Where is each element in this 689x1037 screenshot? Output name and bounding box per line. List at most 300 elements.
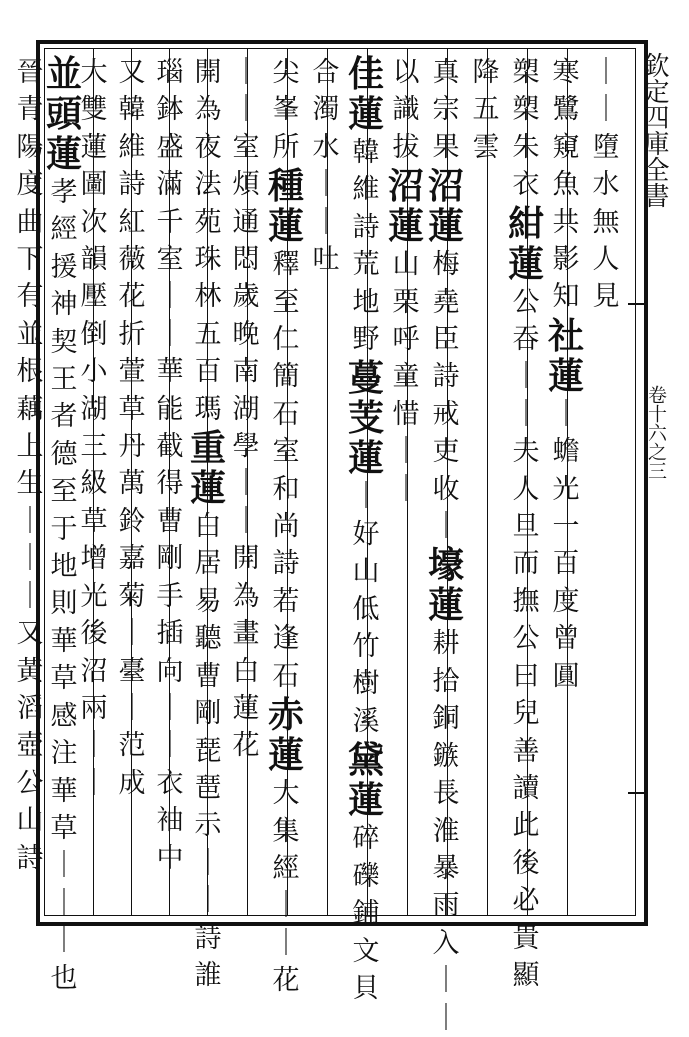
text-char: 林 <box>194 281 222 313</box>
text-char: 濁 <box>312 94 340 126</box>
text-char: 兩 <box>80 692 108 724</box>
text-char: 戒 <box>432 398 460 430</box>
text-char: 文 <box>352 935 380 967</box>
text-char: 以 <box>392 57 420 88</box>
text-char: 華 <box>156 356 184 388</box>
text-char: 朱 <box>512 131 540 163</box>
text-char: 溪 <box>352 705 380 737</box>
text-char: 呼 <box>392 324 420 356</box>
entry-heading-char: 社 <box>547 314 584 357</box>
text-char: 識 <box>392 94 420 126</box>
text-char: 滿 <box>156 169 184 201</box>
text-char: 好 <box>352 518 380 550</box>
text-char: 嘉 <box>118 543 146 575</box>
text-char: 槊 <box>512 94 540 126</box>
entry-heading-char: 並 <box>45 53 82 95</box>
text-char: 詩 <box>352 211 380 243</box>
text-char: 長 <box>432 778 460 810</box>
text-char: 苑 <box>194 206 222 238</box>
text-char: ｜ <box>512 361 540 393</box>
text-char: 曾 <box>552 623 580 655</box>
text-char: 貴 <box>512 922 540 954</box>
text-char: 手 <box>156 580 184 612</box>
text-char: 援 <box>50 251 78 283</box>
text-char: 又 <box>118 57 146 88</box>
text-char: 盛 <box>156 131 184 163</box>
text-char: 五 <box>194 318 222 350</box>
text-char: 知 <box>552 281 580 313</box>
text-column <box>426 54 466 1034</box>
text-char: 學 <box>232 431 260 463</box>
text-char: 度 <box>16 169 44 201</box>
entry-heading-char: 蓮 <box>189 467 226 510</box>
text-char: 為 <box>232 580 260 612</box>
text-char: 有 <box>16 281 44 313</box>
text-column <box>226 54 266 765</box>
text-char: 韓 <box>352 137 380 168</box>
text-char: 雙 <box>80 94 108 126</box>
text-char: 雨 <box>432 890 460 922</box>
entry-heading-char: 重 <box>189 427 226 470</box>
text-char: 吞 <box>512 324 540 356</box>
text-char: 圖 <box>80 169 108 201</box>
text-char: 釋 <box>272 249 300 281</box>
text-char: 顯 <box>512 959 540 991</box>
entry-heading-char: 蓮 <box>547 354 584 397</box>
text-char: ｜ <box>50 925 78 957</box>
text-char: ｜ <box>552 398 580 430</box>
text-char: 而 <box>512 548 540 580</box>
text-char: 拔 <box>392 131 420 163</box>
text-char: 合 <box>312 57 340 88</box>
text-char: 善 <box>512 735 540 767</box>
text-char: 臣 <box>432 324 460 356</box>
text-char: 下 <box>16 244 44 276</box>
text-char: 菊 <box>118 580 146 612</box>
text-char: 南 <box>232 356 260 388</box>
text-column <box>44 53 84 994</box>
text-char: 詩 <box>194 922 222 954</box>
text-char: ｜ <box>512 398 540 430</box>
text-char: 拾 <box>432 665 460 697</box>
text-char: 琶 <box>194 772 222 804</box>
text-char: 鏃 <box>432 740 460 772</box>
juan-label: 卷十六之三 <box>645 385 667 480</box>
text-char: 石 <box>272 660 300 692</box>
text-char: 山 <box>392 249 420 281</box>
text-char: 花 <box>272 965 300 997</box>
text-char: ｜ <box>50 887 78 919</box>
text-char: 水 <box>592 169 620 201</box>
text-char: 折 <box>118 318 146 350</box>
text-char: 花 <box>118 281 146 313</box>
text-char: 維 <box>118 131 146 163</box>
text-char: 山 <box>16 805 44 837</box>
text-char: 此 <box>512 810 540 842</box>
entry-heading-char: 蓮 <box>507 242 544 285</box>
text-char: 樹 <box>352 668 380 700</box>
text-char: 瑪 <box>194 393 222 425</box>
text-char: 青 <box>16 94 44 126</box>
text-char: 室 <box>272 436 300 468</box>
text-char: ｜ <box>50 850 78 882</box>
text-char: 歲 <box>232 281 260 313</box>
text-char: 窺 <box>552 131 580 163</box>
text-char: 入 <box>432 927 460 959</box>
text-char: 吏 <box>432 436 460 468</box>
text-char: 雲 <box>472 131 500 163</box>
text-char: ｜ <box>232 94 260 126</box>
text-char: 仁 <box>272 324 300 356</box>
text-char: 梅 <box>432 249 460 281</box>
text-char: 無 <box>592 206 620 238</box>
text-char: 鷺 <box>552 94 580 126</box>
text-char: 共 <box>552 206 580 238</box>
text-char: 見 <box>592 281 620 313</box>
text-char: 萬 <box>118 468 146 500</box>
text-char: ｜ <box>392 473 420 505</box>
text-char: 丹 <box>118 431 146 463</box>
text-char: 真 <box>432 57 460 88</box>
text-char: 室 <box>156 244 184 276</box>
text-char: ｜ <box>156 281 184 313</box>
text-char: 華 <box>50 775 78 807</box>
text-char: 級 <box>80 468 108 500</box>
text-char: 琵 <box>194 735 222 767</box>
text-char: 滔 <box>16 692 44 724</box>
text-char: 詩 <box>16 842 44 874</box>
text-char: 蓮 <box>80 131 108 163</box>
text-char: ｜ <box>232 57 260 88</box>
text-char: 薇 <box>118 244 146 276</box>
text-char: 大 <box>80 57 108 88</box>
text-char: 倒 <box>80 318 108 350</box>
text-char: 陽 <box>16 131 44 163</box>
text-char: 晉 <box>16 57 44 88</box>
entry-heading-char: 芰 <box>347 397 384 440</box>
text-char: 一 <box>552 511 580 543</box>
text-char: 曲 <box>16 206 44 238</box>
text-char: 范 <box>118 730 146 762</box>
text-char: 影 <box>552 244 580 276</box>
text-char: 貝 <box>352 972 380 1004</box>
text-char: 鈴 <box>118 505 146 537</box>
text-char: 峯 <box>272 94 300 126</box>
entry-heading-char: 蓮 <box>347 779 384 822</box>
text-char: 也 <box>50 962 78 994</box>
text-char: 至 <box>272 286 300 318</box>
text-char: 五 <box>472 94 500 126</box>
text-char: ｜ <box>432 511 460 543</box>
text-char: ｜ <box>272 890 300 922</box>
text-char: 煩 <box>232 169 260 201</box>
text-char: 聽 <box>194 623 222 655</box>
text-char: ｜ <box>592 94 620 126</box>
text-char: 維 <box>352 174 380 206</box>
text-char: ｜ <box>156 730 184 762</box>
text-char: 礫 <box>352 860 380 892</box>
text-char: 千 <box>156 206 184 238</box>
text-char: 生 <box>16 468 44 500</box>
text-char: 得 <box>156 468 184 500</box>
text-char: 蓮 <box>232 692 260 724</box>
text-char: 又 <box>16 618 44 650</box>
text-char: 悶 <box>232 244 260 276</box>
text-char: 竹 <box>352 631 380 663</box>
text-char: 若 <box>272 585 300 617</box>
text-char: 詩 <box>272 548 300 580</box>
text-char: 德 <box>50 438 78 470</box>
text-char: 契 <box>50 326 78 358</box>
text-char: 後 <box>512 847 540 879</box>
text-char: ｜ <box>272 927 300 959</box>
text-char: 惜 <box>392 398 420 430</box>
entry-heading-char: 蓮 <box>347 93 384 135</box>
text-char: ｜ <box>352 481 380 513</box>
text-char: 讀 <box>512 772 540 804</box>
text-char: 集 <box>272 815 300 847</box>
text-char: 所 <box>272 131 300 163</box>
text-char: 並 <box>16 318 44 350</box>
text-char: ｜ <box>156 318 184 350</box>
text-char: 低 <box>352 593 380 625</box>
text-char: 至 <box>50 476 78 508</box>
text-char: 神 <box>50 289 78 321</box>
text-char: 曹 <box>156 505 184 537</box>
text-column <box>150 54 190 877</box>
text-column <box>466 54 506 166</box>
text-char: 經 <box>50 214 78 246</box>
text-char: 旦 <box>512 511 540 543</box>
text-char: ｜ <box>312 206 340 238</box>
text-char: 根 <box>16 356 44 388</box>
text-char: 黃 <box>16 655 44 687</box>
text-char: 花 <box>232 730 260 762</box>
entry-heading-char: 黛 <box>347 739 384 782</box>
text-char: 壓 <box>80 281 108 313</box>
entry-heading-char: 佳 <box>347 53 384 95</box>
text-char: 曰 <box>512 660 540 692</box>
text-char: 暴 <box>432 852 460 884</box>
text-char: ｜ <box>16 580 44 612</box>
text-char: 示 <box>194 810 222 842</box>
text-char: 石 <box>272 398 300 430</box>
text-char: 能 <box>156 393 184 425</box>
text-char: ｜ <box>80 767 108 799</box>
entry-heading-char: 蓮 <box>347 437 384 480</box>
text-char: 為 <box>194 94 222 126</box>
column-rule <box>487 48 488 916</box>
entry-heading-char: 沼 <box>387 165 424 208</box>
text-char: 紅 <box>118 206 146 238</box>
text-char: ｜ <box>194 885 222 917</box>
text-char: 碎 <box>352 823 380 855</box>
entry-heading-char: 頭 <box>45 93 82 135</box>
text-char: ｜ <box>592 57 620 88</box>
text-char: 簡 <box>272 361 300 393</box>
entry-heading-char: 種 <box>267 165 304 208</box>
text-char: 畫 <box>232 618 260 650</box>
text-char: 光 <box>80 580 108 612</box>
text-char: 通 <box>232 206 260 238</box>
text-column <box>266 54 306 997</box>
text-char: 槊 <box>512 57 540 88</box>
text-char: 童 <box>392 361 420 393</box>
text-char: 必 <box>512 885 540 917</box>
text-char: ｜ <box>312 169 340 201</box>
text-char: 草 <box>50 812 78 844</box>
text-column <box>188 54 228 991</box>
text-char: 次 <box>80 206 108 238</box>
text-char: 孝 <box>50 177 78 208</box>
text-char: 吐 <box>312 244 340 276</box>
text-char: 者 <box>50 401 78 433</box>
text-char: ｜ <box>432 965 460 997</box>
text-char: ｜ <box>232 468 260 500</box>
text-char: 晚 <box>232 318 260 350</box>
text-char: 華 <box>50 625 78 657</box>
entry-heading-char: 紺 <box>507 202 544 245</box>
running-head: 欽定四庫全書 <box>639 52 669 208</box>
text-char: 公 <box>512 623 540 655</box>
text-char: 室 <box>232 131 260 163</box>
text-char: ｜ <box>392 436 420 468</box>
text-char: 百 <box>194 356 222 388</box>
text-char: 尚 <box>272 511 300 543</box>
text-char: 大 <box>272 778 300 810</box>
text-char: 截 <box>156 431 184 463</box>
text-char: 易 <box>194 585 222 617</box>
text-char: 野 <box>352 324 380 356</box>
text-char: 藕 <box>16 393 44 425</box>
text-char: 開 <box>232 543 260 575</box>
text-char: 寒 <box>552 57 580 88</box>
text-char: 宗 <box>432 94 460 126</box>
text-char: 詩 <box>432 361 460 393</box>
text-char: 果 <box>432 131 460 163</box>
text-char: 尖 <box>272 57 300 88</box>
text-char: 珠 <box>194 244 222 276</box>
text-char: 注 <box>50 738 78 770</box>
text-char: ｜ <box>16 543 44 575</box>
text-char: 和 <box>272 473 300 505</box>
text-char: ｜ <box>118 618 146 650</box>
text-char: 收 <box>432 473 460 505</box>
text-char: 白 <box>232 655 260 687</box>
entry-heading-char: 壕 <box>427 544 464 587</box>
entry-heading-char: 蓮 <box>267 734 304 777</box>
text-char: ｜ <box>194 847 222 879</box>
text-column <box>586 54 626 316</box>
text-char: 湖 <box>232 393 260 425</box>
text-char: 曹 <box>194 660 222 692</box>
text-char: 撫 <box>512 585 540 617</box>
text-char: 降 <box>472 57 500 88</box>
entry-heading-char: 蓮 <box>427 205 464 248</box>
text-column <box>10 54 50 877</box>
text-char: ｜ <box>156 692 184 724</box>
text-column <box>546 54 586 695</box>
text-char: 草 <box>80 505 108 537</box>
text-char: 萱 <box>118 356 146 388</box>
text-char: 王 <box>50 364 78 396</box>
text-char: 于 <box>50 513 78 545</box>
text-char: 公 <box>16 767 44 799</box>
text-char: 白 <box>194 511 222 543</box>
text-char: 成 <box>118 767 146 799</box>
text-char: 開 <box>194 57 222 88</box>
text-char: 鉢 <box>156 94 184 126</box>
text-char: 耕 <box>432 628 460 660</box>
text-char: 袖 <box>156 805 184 837</box>
text-char: ｜ <box>232 505 260 537</box>
text-char: 度 <box>552 585 580 617</box>
text-char: 衣 <box>156 767 184 799</box>
text-char: 上 <box>16 431 44 463</box>
text-char: 瑙 <box>156 57 184 88</box>
text-char: 中 <box>156 842 184 874</box>
text-char: 壺 <box>16 730 44 762</box>
entry-heading-char: 蓮 <box>427 584 464 627</box>
text-char: 韻 <box>80 244 108 276</box>
text-char: ｜ <box>118 692 146 724</box>
text-char: 經 <box>272 852 300 884</box>
text-char: 銅 <box>432 703 460 735</box>
text-char: 感 <box>50 700 78 732</box>
text-char: 人 <box>512 473 540 505</box>
text-char: ｜ <box>80 730 108 762</box>
text-char: ｜ <box>432 1002 460 1034</box>
text-char: 湖 <box>80 393 108 425</box>
text-char: 誰 <box>194 959 222 991</box>
text-char: 則 <box>50 588 78 620</box>
entry-heading-char: 蓮 <box>387 205 424 248</box>
text-column <box>506 54 546 991</box>
text-char: 韓 <box>118 94 146 126</box>
text-char: 魚 <box>552 169 580 201</box>
text-char: 蟾 <box>552 436 580 468</box>
text-char: 增 <box>80 543 108 575</box>
text-char: 人 <box>592 244 620 276</box>
text-char: 衣 <box>512 169 540 201</box>
text-char: 百 <box>552 548 580 580</box>
text-char: 後 <box>80 618 108 650</box>
margin-rule <box>628 792 648 794</box>
text-char: 三 <box>80 431 108 463</box>
text-char: 草 <box>118 393 146 425</box>
text-char: 鋪 <box>352 898 380 930</box>
text-char: 居 <box>194 548 222 580</box>
text-char: 兒 <box>512 698 540 730</box>
text-char: 荒 <box>352 249 380 281</box>
text-char: 山 <box>352 556 380 588</box>
entry-heading-char: 赤 <box>267 694 304 737</box>
text-char: 公 <box>512 286 540 318</box>
text-char: 插 <box>156 618 184 650</box>
text-char: 法 <box>194 169 222 201</box>
text-char: 墮 <box>592 131 620 163</box>
text-char: 地 <box>50 551 78 583</box>
entry-heading-char: 蔓 <box>347 357 384 400</box>
text-char: 水 <box>312 131 340 163</box>
text-char: 圓 <box>552 660 580 692</box>
text-char: 向 <box>156 655 184 687</box>
text-char: 光 <box>552 473 580 505</box>
text-column <box>112 54 152 802</box>
text-char: 逢 <box>272 623 300 655</box>
text-char: ｜ <box>16 505 44 537</box>
text-char: 堯 <box>432 286 460 318</box>
